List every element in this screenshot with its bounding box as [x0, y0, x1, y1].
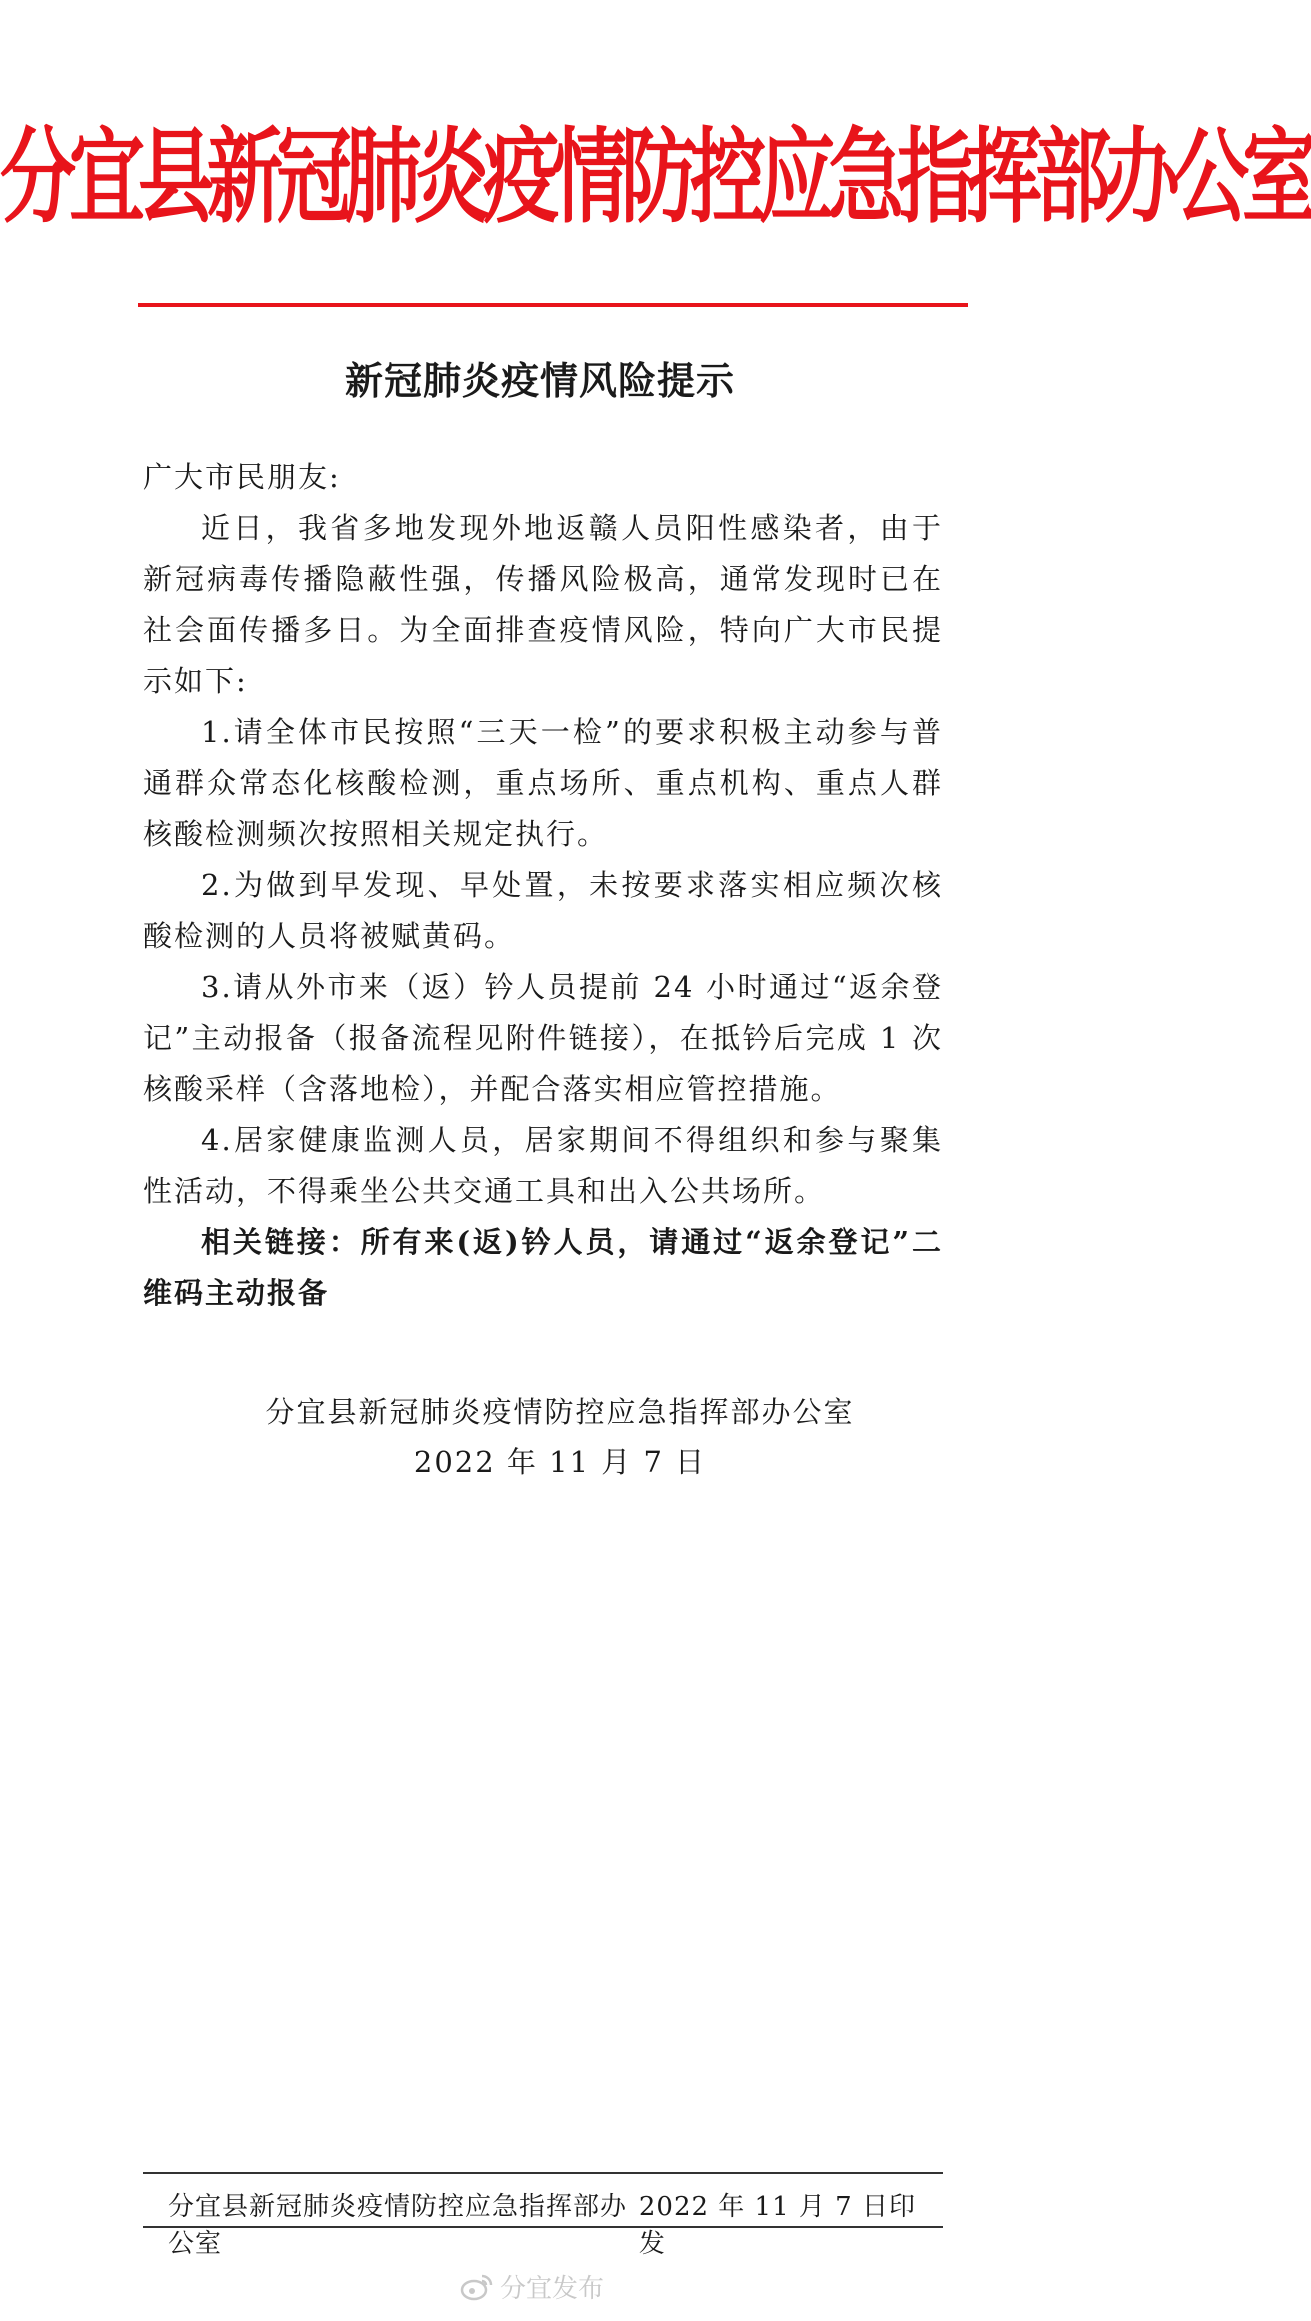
- signature-office: 分宜县新冠肺炎疫情防控应急指挥部办公室: [265, 1395, 855, 1429]
- notice-item-1: 1.请全体市民按照“三天一检”的要求积极主动参与普通群众常态化核酸检测，重点场所、重点机构、重点人群核酸检测频次按照相关规定执行。: [143, 715, 943, 851]
- signature-date: 2022 年 11 月 7 日: [413, 1445, 707, 1479]
- related-link[interactable]: 相关链接：所有来(返)钤人员，请通过“返余登记”二维码主动报备: [143, 1225, 943, 1310]
- notice-item-3: 3.请从外市来（返）钤人员提前 24 小时通过“返余登记”主动报备（报备流程见附件链接），在抵钤后完成 1 次核酸采样（含落地检），并配合落实相应管控措施。: [143, 970, 943, 1106]
- salutation: 广大市民朋友:: [143, 460, 341, 494]
- notice-item-4: 4.居家健康监测人员，居家期间不得组织和参与聚集性活动，不得乘坐公共交通工具和出入公共场所。: [143, 1123, 943, 1208]
- issuer-header: 分宜县新冠肺炎疫情防控应急指挥部办公室: [0, 116, 1311, 237]
- footer-print-info: [143, 2186, 943, 2260]
- document-body: [143, 452, 943, 1319]
- document-title: 新冠肺炎疫情风险提示: [344, 358, 735, 403]
- weibo-icon: [460, 2273, 494, 2301]
- header-divider: [138, 303, 968, 307]
- intro-paragraph: 近日，我省多地发现外地返赣人员阳性感染者，由于新冠病毒传播隐蔽性强，传播风险极高，通常发现时已在社会面传播多日。为全面排查疫情风险，特向广大市民提示如下:: [143, 511, 943, 698]
- watermark: [460, 2268, 604, 2305]
- footer-office: 分宜县新冠肺炎疫情防控应急指挥部办公室: [168, 2192, 628, 2259]
- footer-bottom-rule: [143, 2226, 943, 2228]
- notice-item-2: 2.为做到早发现、早处置，未按要求落实相应频次核酸检测的人员将被赋黄码。: [143, 868, 943, 953]
- footer-top-rule: [143, 2172, 943, 2174]
- footer-print-date: 2022 年 11 月 7 日印发: [638, 2192, 916, 2259]
- watermark-text: 分宜发布: [500, 2274, 605, 2304]
